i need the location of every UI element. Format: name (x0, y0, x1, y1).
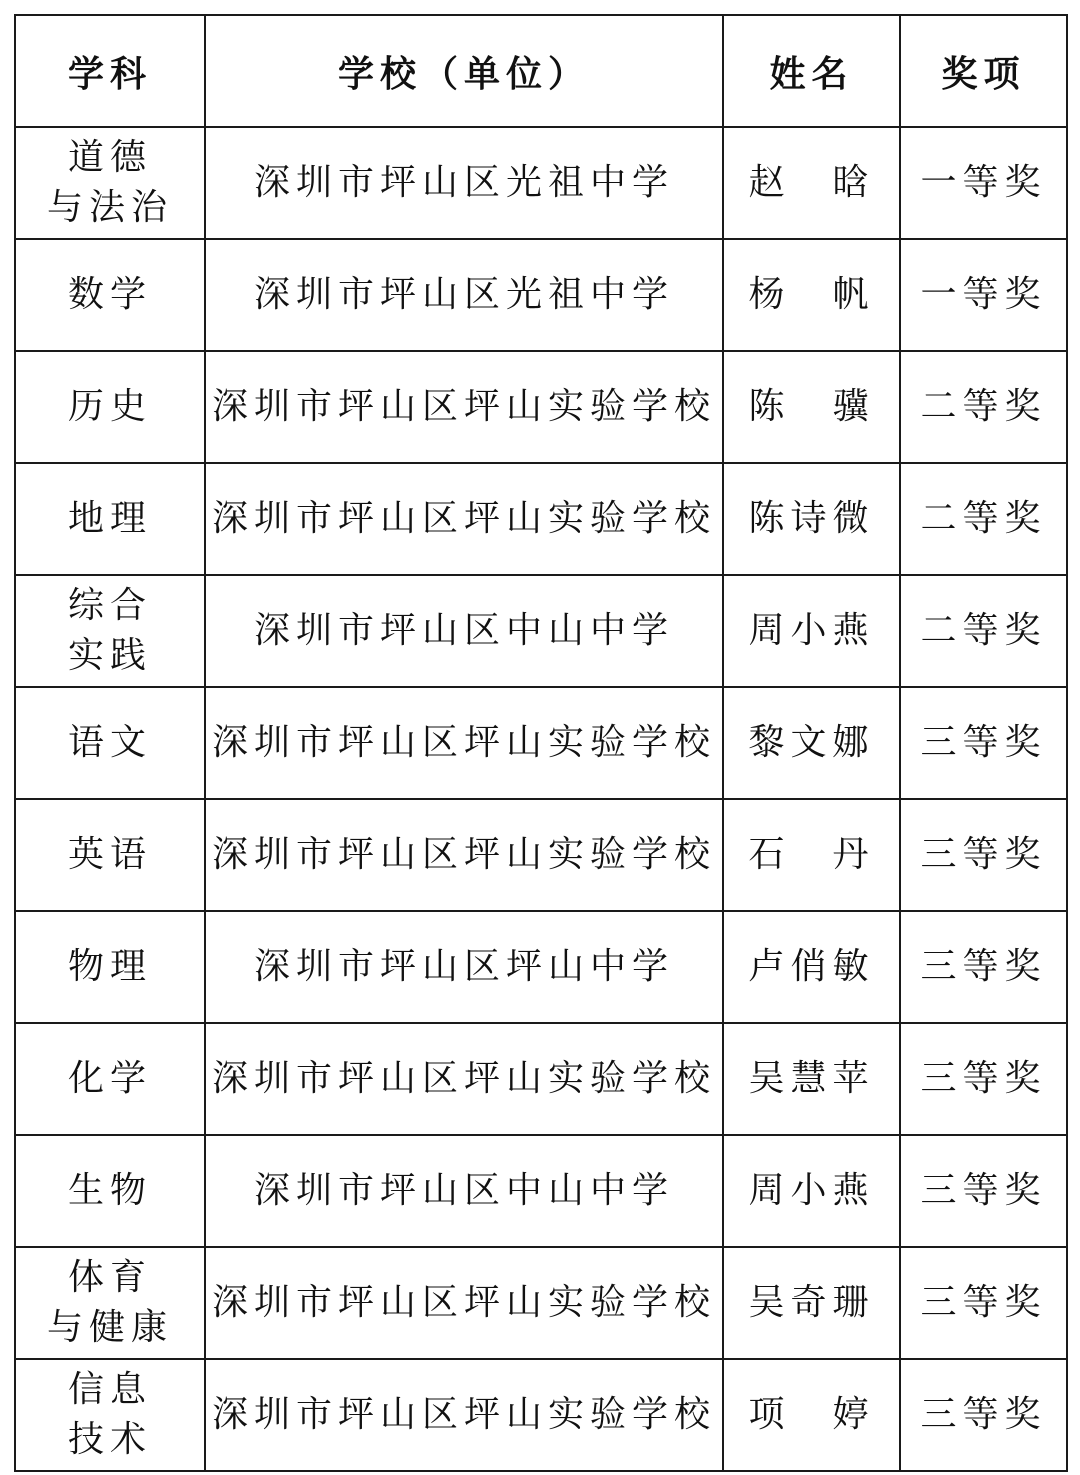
cell-name: 杨 帆 (723, 239, 900, 351)
cell-school: 深圳市坪山区坪山实验学校 (205, 687, 723, 799)
table-row (15, 799, 1067, 911)
cell-subject: 综合 实践 (15, 575, 205, 687)
cell-name: 黎文娜 (723, 687, 900, 799)
cell-subject: 化学 (15, 1023, 205, 1135)
table-row (15, 1359, 1067, 1471)
cell-award: 三等奖 (900, 799, 1067, 911)
table-row (15, 911, 1067, 1023)
table-row (15, 127, 1067, 239)
header-subject: 学科 (15, 15, 205, 127)
table-row (15, 239, 1067, 351)
cell-award: 三等奖 (900, 1359, 1067, 1471)
header-name: 姓名 (723, 15, 900, 127)
cell-subject: 语文 (15, 687, 205, 799)
table-row (15, 575, 1067, 687)
cell-award: 一等奖 (900, 127, 1067, 239)
cell-school: 深圳市坪山区坪山实验学校 (205, 463, 723, 575)
cell-school: 深圳市坪山区中山中学 (205, 1135, 723, 1247)
cell-name: 周小燕 (723, 1135, 900, 1247)
cell-subject: 生物 (15, 1135, 205, 1247)
cell-award: 一等奖 (900, 239, 1067, 351)
cell-subject: 道德 与法治 (15, 127, 205, 239)
cell-award: 二等奖 (900, 351, 1067, 463)
cell-school: 深圳市坪山区坪山实验学校 (205, 351, 723, 463)
cell-school: 深圳市坪山区坪山实验学校 (205, 1023, 723, 1135)
cell-name: 赵 晗 (723, 127, 900, 239)
table-row (15, 1247, 1067, 1359)
cell-subject: 历史 (15, 351, 205, 463)
cell-school: 深圳市坪山区中山中学 (205, 575, 723, 687)
cell-school: 深圳市坪山区光祖中学 (205, 239, 723, 351)
table-row (15, 463, 1067, 575)
cell-name: 陈 骥 (723, 351, 900, 463)
cell-subject: 英语 (15, 799, 205, 911)
cell-name: 项 婷 (723, 1359, 900, 1471)
cell-name: 陈诗微 (723, 463, 900, 575)
table-row (15, 687, 1067, 799)
cell-name: 石 丹 (723, 799, 900, 911)
cell-school: 深圳市坪山区坪山实验学校 (205, 799, 723, 911)
cell-award: 二等奖 (900, 463, 1067, 575)
header-award: 奖项 (900, 15, 1067, 127)
table-body (15, 127, 1067, 1471)
cell-award: 三等奖 (900, 1247, 1067, 1359)
table-row (15, 1135, 1067, 1247)
cell-name: 周小燕 (723, 575, 900, 687)
table-row (15, 1023, 1067, 1135)
cell-award: 三等奖 (900, 687, 1067, 799)
table-header (15, 15, 1067, 127)
cell-subject: 数学 (15, 239, 205, 351)
header-school: 学校（单位） (205, 15, 723, 127)
cell-subject: 信息 技术 (15, 1359, 205, 1471)
cell-award: 三等奖 (900, 1135, 1067, 1247)
cell-award: 二等奖 (900, 575, 1067, 687)
cell-school: 深圳市坪山区坪山实验学校 (205, 1359, 723, 1471)
cell-school: 深圳市坪山区坪山实验学校 (205, 1247, 723, 1359)
cell-school: 深圳市坪山区光祖中学 (205, 127, 723, 239)
cell-name: 卢俏敏 (723, 911, 900, 1023)
cell-school: 深圳市坪山区坪山中学 (205, 911, 723, 1023)
cell-award: 三等奖 (900, 911, 1067, 1023)
cell-name: 吴慧苹 (723, 1023, 900, 1135)
cell-name: 吴奇珊 (723, 1247, 900, 1359)
awards-table (14, 14, 1068, 1472)
table-row (15, 351, 1067, 463)
cell-subject: 体育 与健康 (15, 1247, 205, 1359)
cell-subject: 地理 (15, 463, 205, 575)
header-row (15, 15, 1067, 127)
cell-award: 三等奖 (900, 1023, 1067, 1135)
cell-subject: 物理 (15, 911, 205, 1023)
